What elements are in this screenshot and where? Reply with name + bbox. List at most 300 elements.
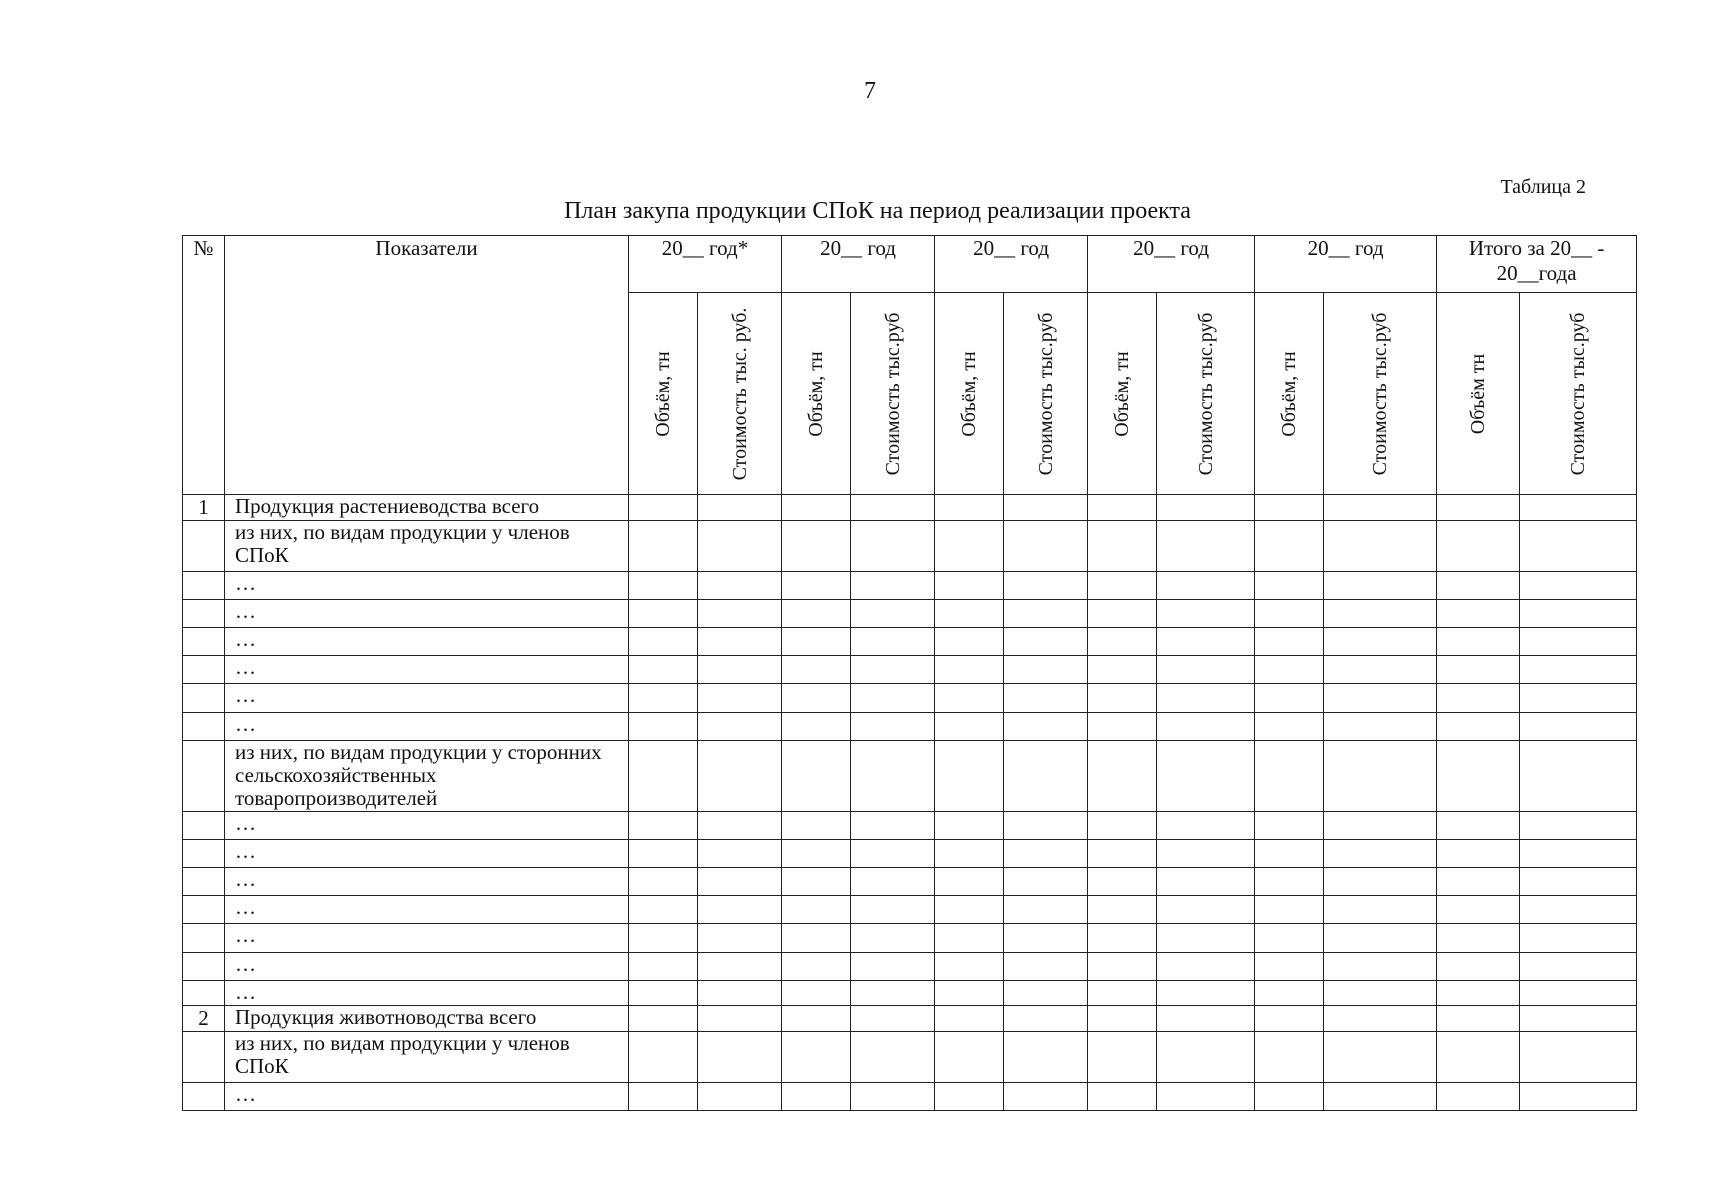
data-cell bbox=[1157, 712, 1255, 740]
data-cell bbox=[1324, 1006, 1437, 1032]
data-cell bbox=[1255, 712, 1324, 740]
data-cell bbox=[1004, 571, 1088, 599]
data-cell bbox=[629, 599, 698, 627]
data-cell bbox=[851, 684, 935, 712]
data-cell bbox=[1324, 627, 1437, 655]
data-cell bbox=[935, 712, 1004, 740]
data-cell bbox=[1255, 980, 1324, 1005]
data-cell bbox=[629, 868, 698, 896]
data-cell bbox=[851, 924, 935, 952]
data-cell bbox=[1088, 811, 1157, 839]
data-cell bbox=[935, 980, 1004, 1005]
data-cell bbox=[629, 1006, 698, 1032]
data-cell bbox=[1520, 868, 1637, 896]
data-cell bbox=[629, 980, 698, 1005]
data-cell bbox=[1088, 521, 1157, 571]
data-cell bbox=[782, 1082, 851, 1110]
data-cell bbox=[1157, 740, 1255, 811]
data-cell bbox=[1157, 521, 1255, 571]
data-cell bbox=[1157, 980, 1255, 1005]
data-cell bbox=[629, 740, 698, 811]
data-cell bbox=[935, 627, 1004, 655]
subheader-cost-6 bbox=[1520, 293, 1637, 495]
data-cell bbox=[1437, 1032, 1520, 1082]
data-cell bbox=[629, 896, 698, 924]
subheader-label: Объём, тн bbox=[1111, 350, 1134, 437]
data-cell bbox=[851, 868, 935, 896]
table-row bbox=[183, 1082, 1637, 1110]
data-cell bbox=[1088, 924, 1157, 952]
data-cell bbox=[698, 952, 782, 980]
subheader-label: Стоимость тыс. руб. bbox=[728, 307, 751, 480]
header-number: № bbox=[183, 236, 225, 495]
data-cell bbox=[629, 924, 698, 952]
data-cell bbox=[1088, 740, 1157, 811]
data-cell bbox=[629, 571, 698, 599]
data-cell bbox=[1004, 495, 1088, 521]
data-cell bbox=[698, 1006, 782, 1032]
data-cell bbox=[1157, 684, 1255, 712]
data-cell bbox=[851, 627, 935, 655]
row-number bbox=[183, 811, 225, 839]
subheader-volume-2 bbox=[782, 293, 851, 495]
data-cell bbox=[1088, 1032, 1157, 1082]
data-cell bbox=[1520, 521, 1637, 571]
data-cell bbox=[935, 924, 1004, 952]
row-indicator: … bbox=[225, 980, 629, 1005]
data-cell bbox=[1324, 839, 1437, 867]
data-cell bbox=[935, 521, 1004, 571]
header-indicators: Показатели bbox=[225, 236, 629, 495]
data-cell bbox=[698, 868, 782, 896]
subheader-cost-1 bbox=[698, 293, 782, 495]
data-cell bbox=[782, 712, 851, 740]
data-cell bbox=[698, 980, 782, 1005]
data-cell bbox=[1520, 571, 1637, 599]
data-cell bbox=[1004, 811, 1088, 839]
header-year-5: 20__ год bbox=[1255, 236, 1437, 293]
data-cell bbox=[782, 924, 851, 952]
data-cell bbox=[1437, 924, 1520, 952]
table-row bbox=[183, 495, 1637, 521]
data-cell bbox=[935, 896, 1004, 924]
subheader-cost-4 bbox=[1157, 293, 1255, 495]
data-cell bbox=[1088, 599, 1157, 627]
data-cell bbox=[698, 495, 782, 521]
data-cell bbox=[1437, 1082, 1520, 1110]
table-row bbox=[183, 924, 1637, 952]
data-cell bbox=[1255, 952, 1324, 980]
row-number bbox=[183, 896, 225, 924]
row-number: 2 bbox=[183, 1006, 225, 1032]
data-cell bbox=[1088, 980, 1157, 1005]
data-cell bbox=[1520, 740, 1637, 811]
data-cell bbox=[1255, 868, 1324, 896]
subheader-label: Стоимость тыс.руб bbox=[1369, 312, 1392, 475]
data-cell bbox=[698, 656, 782, 684]
data-cell bbox=[698, 521, 782, 571]
data-cell bbox=[1520, 599, 1637, 627]
data-cell bbox=[1255, 627, 1324, 655]
data-cell bbox=[1520, 839, 1637, 867]
subheader-volume-6 bbox=[1437, 293, 1520, 495]
data-cell bbox=[851, 980, 935, 1005]
data-cell bbox=[1324, 740, 1437, 811]
data-cell bbox=[1088, 684, 1157, 712]
data-cell bbox=[1157, 1006, 1255, 1032]
data-cell bbox=[1088, 1082, 1157, 1110]
data-cell bbox=[1437, 495, 1520, 521]
data-cell bbox=[1088, 495, 1157, 521]
row-indicator: … bbox=[225, 896, 629, 924]
row-indicator: … bbox=[225, 811, 629, 839]
data-cell bbox=[1157, 656, 1255, 684]
data-cell bbox=[1324, 811, 1437, 839]
data-cell bbox=[1324, 1082, 1437, 1110]
row-number bbox=[183, 712, 225, 740]
data-cell bbox=[1255, 571, 1324, 599]
data-cell bbox=[1324, 521, 1437, 571]
data-cell bbox=[935, 1006, 1004, 1032]
data-cell bbox=[1157, 811, 1255, 839]
data-cell bbox=[698, 811, 782, 839]
subheader-label: Объём, тн bbox=[958, 350, 981, 437]
subheader-label: Объём тн bbox=[1467, 353, 1490, 434]
data-cell bbox=[1088, 712, 1157, 740]
document-title: План закупа продукции СПоК на период реализации проекта bbox=[564, 198, 1191, 224]
data-cell bbox=[1157, 627, 1255, 655]
row-indicator: Продукция растениеводства всего bbox=[225, 495, 629, 521]
data-cell bbox=[629, 656, 698, 684]
data-cell bbox=[935, 868, 1004, 896]
data-cell bbox=[1088, 896, 1157, 924]
data-cell bbox=[1004, 656, 1088, 684]
data-cell bbox=[782, 952, 851, 980]
data-cell bbox=[1437, 740, 1520, 811]
data-cell bbox=[1437, 839, 1520, 867]
data-cell bbox=[1157, 896, 1255, 924]
subheader-cost-5 bbox=[1324, 293, 1437, 495]
row-number bbox=[183, 924, 225, 952]
data-cell bbox=[851, 952, 935, 980]
subheader-cost-2 bbox=[851, 293, 935, 495]
data-cell bbox=[1437, 571, 1520, 599]
data-cell bbox=[1324, 571, 1437, 599]
data-cell bbox=[935, 952, 1004, 980]
data-cell bbox=[782, 1006, 851, 1032]
data-cell bbox=[1520, 1082, 1637, 1110]
data-cell bbox=[1520, 924, 1637, 952]
row-number bbox=[183, 521, 225, 571]
data-cell bbox=[851, 712, 935, 740]
data-cell bbox=[1437, 896, 1520, 924]
data-cell bbox=[1324, 952, 1437, 980]
table-row bbox=[183, 952, 1637, 980]
row-number bbox=[183, 1082, 225, 1110]
data-cell bbox=[698, 1082, 782, 1110]
data-cell bbox=[698, 1032, 782, 1082]
data-cell bbox=[1157, 868, 1255, 896]
row-indicator: … bbox=[225, 712, 629, 740]
data-cell bbox=[782, 1032, 851, 1082]
data-cell bbox=[1324, 684, 1437, 712]
header-year-4: 20__ год bbox=[1088, 236, 1255, 293]
data-cell bbox=[629, 811, 698, 839]
data-cell bbox=[698, 924, 782, 952]
data-cell bbox=[1437, 684, 1520, 712]
data-cell bbox=[851, 599, 935, 627]
data-cell bbox=[851, 740, 935, 811]
data-cell bbox=[698, 839, 782, 867]
data-cell bbox=[782, 811, 851, 839]
data-cell bbox=[1157, 1082, 1255, 1110]
data-cell bbox=[1520, 1006, 1637, 1032]
data-cell bbox=[1088, 656, 1157, 684]
data-cell bbox=[1255, 684, 1324, 712]
data-cell bbox=[629, 1032, 698, 1082]
data-cell bbox=[1004, 1006, 1088, 1032]
data-cell bbox=[935, 656, 1004, 684]
data-cell bbox=[1255, 839, 1324, 867]
data-cell bbox=[1004, 599, 1088, 627]
data-cell bbox=[1157, 495, 1255, 521]
row-indicator: … bbox=[225, 656, 629, 684]
subheader-volume-5 bbox=[1255, 293, 1324, 495]
row-number bbox=[183, 740, 225, 811]
data-cell bbox=[1004, 521, 1088, 571]
data-cell bbox=[1157, 1032, 1255, 1082]
table-row bbox=[183, 1006, 1637, 1032]
data-cell bbox=[1255, 924, 1324, 952]
data-cell bbox=[698, 599, 782, 627]
table-row bbox=[183, 811, 1637, 839]
data-cell bbox=[782, 980, 851, 1005]
data-cell bbox=[1520, 952, 1637, 980]
data-cell bbox=[1004, 627, 1088, 655]
table-row bbox=[183, 868, 1637, 896]
data-cell bbox=[1437, 521, 1520, 571]
row-number bbox=[183, 684, 225, 712]
data-cell bbox=[1520, 712, 1637, 740]
subheader-label: Стоимость тыс.руб bbox=[1034, 312, 1057, 475]
data-cell bbox=[1255, 521, 1324, 571]
data-cell bbox=[629, 495, 698, 521]
data-cell bbox=[851, 656, 935, 684]
data-cell bbox=[1088, 1006, 1157, 1032]
data-cell bbox=[851, 839, 935, 867]
data-cell bbox=[851, 495, 935, 521]
data-cell bbox=[698, 712, 782, 740]
header-year-3: 20__ год bbox=[935, 236, 1088, 293]
data-cell bbox=[698, 571, 782, 599]
data-cell bbox=[1157, 839, 1255, 867]
row-number bbox=[183, 571, 225, 599]
data-cell bbox=[1004, 684, 1088, 712]
data-cell bbox=[1437, 712, 1520, 740]
data-cell bbox=[1004, 868, 1088, 896]
row-indicator: … bbox=[225, 571, 629, 599]
header-total: Итого за 20__ - 20__года bbox=[1437, 236, 1637, 293]
data-cell bbox=[782, 571, 851, 599]
data-cell bbox=[782, 495, 851, 521]
data-cell bbox=[1437, 980, 1520, 1005]
data-cell bbox=[1324, 868, 1437, 896]
data-cell bbox=[629, 684, 698, 712]
data-cell bbox=[851, 1082, 935, 1110]
data-cell bbox=[1004, 980, 1088, 1005]
row-number bbox=[183, 839, 225, 867]
table-row bbox=[183, 627, 1637, 655]
row-indicator: … bbox=[225, 599, 629, 627]
table-row bbox=[183, 599, 1637, 627]
data-cell bbox=[935, 571, 1004, 599]
table-row bbox=[183, 656, 1637, 684]
data-cell bbox=[1255, 1082, 1324, 1110]
data-cell bbox=[782, 521, 851, 571]
data-cell bbox=[1004, 712, 1088, 740]
data-cell bbox=[782, 599, 851, 627]
subheader-volume-4 bbox=[1088, 293, 1157, 495]
table-label: Таблица 2 bbox=[1500, 176, 1586, 198]
data-cell bbox=[1255, 740, 1324, 811]
data-cell bbox=[1255, 599, 1324, 627]
data-cell bbox=[1004, 924, 1088, 952]
data-cell bbox=[1255, 896, 1324, 924]
table-row bbox=[183, 896, 1637, 924]
subheader-label: Объём, тн bbox=[652, 350, 674, 437]
row-indicator: … bbox=[225, 1082, 629, 1110]
row-number bbox=[183, 868, 225, 896]
row-number bbox=[183, 599, 225, 627]
table-row bbox=[183, 839, 1637, 867]
data-cell bbox=[782, 868, 851, 896]
table-row bbox=[183, 1032, 1637, 1082]
data-cell bbox=[1157, 571, 1255, 599]
data-cell bbox=[1437, 811, 1520, 839]
subheader-label: Стоимость тыс.руб bbox=[881, 312, 904, 475]
data-cell bbox=[1324, 980, 1437, 1005]
data-cell bbox=[1255, 811, 1324, 839]
data-cell bbox=[1520, 495, 1637, 521]
data-cell bbox=[1088, 627, 1157, 655]
data-cell bbox=[935, 740, 1004, 811]
data-cell bbox=[1004, 896, 1088, 924]
data-cell bbox=[782, 627, 851, 655]
data-cell bbox=[1324, 599, 1437, 627]
purchase-plan-table bbox=[182, 235, 1637, 1111]
data-cell bbox=[629, 839, 698, 867]
row-indicator: … bbox=[225, 627, 629, 655]
data-cell bbox=[1520, 627, 1637, 655]
data-cell bbox=[629, 627, 698, 655]
data-cell bbox=[1088, 839, 1157, 867]
data-cell bbox=[698, 684, 782, 712]
data-cell bbox=[851, 1006, 935, 1032]
data-cell bbox=[1324, 712, 1437, 740]
data-cell bbox=[1088, 571, 1157, 599]
row-indicator: из них, по видам продукции у членов СПоК bbox=[225, 521, 629, 571]
data-cell bbox=[851, 521, 935, 571]
data-cell bbox=[1437, 656, 1520, 684]
page-number: 7 bbox=[864, 78, 876, 104]
row-indicator: … bbox=[225, 868, 629, 896]
table-row bbox=[183, 980, 1637, 1005]
data-cell bbox=[698, 627, 782, 655]
table-row bbox=[183, 684, 1637, 712]
data-cell bbox=[851, 1032, 935, 1082]
subheader-label: Объём, тн bbox=[1278, 350, 1301, 437]
row-indicator: из них, по видам продукции у сторонних сельскохозяйственных товаропроизводителей bbox=[225, 740, 629, 811]
data-cell bbox=[1520, 1032, 1637, 1082]
data-cell bbox=[1437, 627, 1520, 655]
table-row bbox=[183, 740, 1637, 811]
data-cell bbox=[1157, 952, 1255, 980]
header-year-1: 20__ год* bbox=[629, 236, 782, 293]
data-cell bbox=[851, 896, 935, 924]
subheader-cost-3 bbox=[1004, 293, 1088, 495]
data-cell bbox=[1255, 1032, 1324, 1082]
data-cell bbox=[1520, 811, 1637, 839]
row-indicator: … bbox=[225, 952, 629, 980]
subheader-label: Стоимость тыс.руб bbox=[1194, 312, 1217, 475]
data-cell bbox=[935, 684, 1004, 712]
subheader-volume-1 bbox=[629, 293, 698, 495]
data-cell bbox=[1324, 656, 1437, 684]
subheader-volume-3 bbox=[935, 293, 1004, 495]
table-row bbox=[183, 521, 1637, 571]
data-cell bbox=[629, 1082, 698, 1110]
data-cell bbox=[782, 740, 851, 811]
data-cell bbox=[935, 1032, 1004, 1082]
subheader-label: Стоимость тыс.руб bbox=[1567, 312, 1590, 475]
data-cell bbox=[1520, 896, 1637, 924]
table-row bbox=[183, 571, 1637, 599]
data-cell bbox=[1437, 1006, 1520, 1032]
data-cell bbox=[1255, 1006, 1324, 1032]
data-cell bbox=[629, 952, 698, 980]
data-cell bbox=[1004, 952, 1088, 980]
data-cell bbox=[1088, 868, 1157, 896]
data-cell bbox=[1520, 980, 1637, 1005]
row-indicator: … bbox=[225, 839, 629, 867]
data-cell bbox=[1437, 868, 1520, 896]
data-cell bbox=[935, 811, 1004, 839]
data-cell bbox=[1004, 1082, 1088, 1110]
data-cell bbox=[1004, 1032, 1088, 1082]
data-cell bbox=[629, 712, 698, 740]
subheader-label: Объём, тн bbox=[805, 350, 828, 437]
data-cell bbox=[1437, 599, 1520, 627]
data-cell bbox=[1004, 740, 1088, 811]
row-indicator: … bbox=[225, 924, 629, 952]
data-cell bbox=[782, 656, 851, 684]
row-number bbox=[183, 656, 225, 684]
data-cell bbox=[1088, 952, 1157, 980]
row-number bbox=[183, 980, 225, 1005]
data-cell bbox=[1157, 599, 1255, 627]
data-cell bbox=[935, 839, 1004, 867]
data-cell bbox=[782, 896, 851, 924]
data-cell bbox=[782, 684, 851, 712]
row-number bbox=[183, 1032, 225, 1082]
row-number bbox=[183, 627, 225, 655]
row-number: 1 bbox=[183, 495, 225, 521]
row-indicator: Продукция животноводства всего bbox=[225, 1006, 629, 1032]
data-cell bbox=[1324, 1032, 1437, 1082]
data-cell bbox=[1324, 896, 1437, 924]
data-cell bbox=[935, 1082, 1004, 1110]
data-cell bbox=[935, 495, 1004, 521]
